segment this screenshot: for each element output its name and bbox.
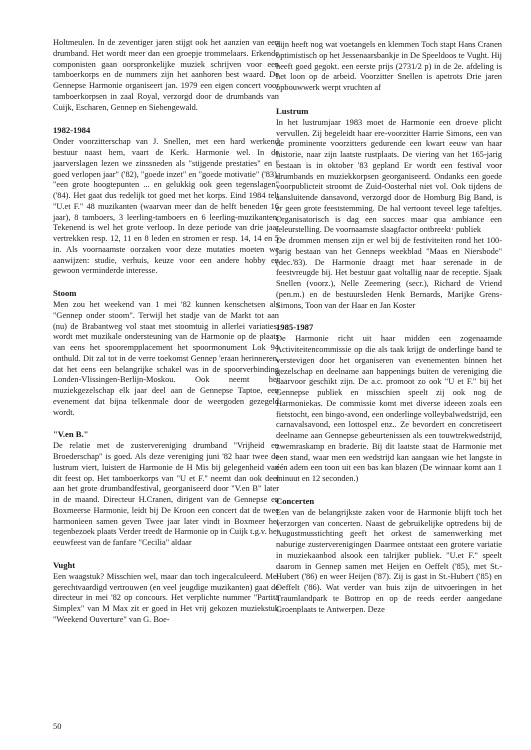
section-heading-ven-b: "V.en B." [53, 429, 89, 440]
section-lustrum-paragraph-2: De drommen mensen zijn er wel bij de festiviteiten rond het 100-jarig bestaan van het Genneps weekblad "Maas en Niersbode" (dec.'83). De Harmonie draagt met haar serenade in de feestvreugde bij. Het bestuur gaat voltallig naar de receptie. Sjaak Snellen (voorz.), Nelle Zeemering (secr.), Richard de Vriend (pen.m.) en de bestuursleden Henk Bernards, Marijke Grens-Simons, Toon van der Haar en Jan Koster [276, 236, 502, 310]
section-heading-vught: Vught [53, 559, 76, 570]
section-heading-concerten: Concerten [276, 495, 315, 506]
section-1985-1987-paragraph: De Harmonie richt uit haar midden een zogenaamde Activiteitencommissie op die als taak krijgt de onderlinge band te verstevigen door het organiseren van evenementen binnen het gezelschap en deelname aan happenings buiten de vereniging die daarvoor geschikt zijn. De a.c. promoot zo ook "U et F." bij het Gennepse publiek en misschien speelt zij ook nog de Harmoniekas. De commissie komt met diverse ideeen zoals een fietstocht, een bingo-avond, een onderlinge volleybalwedstrijd, een carnavalsavond, een lottospel enz.. Ze bevordert en concretiseert deelname aan Gennepse gebeurtenissen als een touwtrekwedstrijd, zwemraskamp en braderie. Bij dit laatste staat de Harmonie met een stand, waar men een wedstrijd kan aangaan wie het langste in één adem een toon uit een bas kan blazen (De winnaar komt aan 1 minuut en 12 seconden.) [276, 334, 502, 483]
section-vught-paragraph: Een waagstuk? Misschien wel, maar dan toch ingecalculeerd. Met gerechtvaardigd vertrouwen (en veel jeugdige muzikanten) gaat de directeur in mei '82 op concours. Het verplichte nummer "Partita Simplex" van M Max zit er goed in Het vrij gekozen muziekstuk "Weekend Ouverture" van G. Boe- [53, 571, 279, 624]
section-heading-1985-1987: 1985-1987 [276, 322, 314, 333]
page-number: 50 [53, 722, 62, 731]
section-heading-1982-1984: 1982-1984 [53, 125, 91, 136]
left-column [53, 38, 279, 626]
section-heading-stoom: Stoom [53, 288, 77, 298]
section-stoom-paragraph: Men zou het weekend van 1 mei '82 kunnen kenschetsen als "Gennep onder stoom". Terwijl het stadje van de Markt tot aan (nu) de Brabantweg vol staat met stoomtuig in allerlei variaties, wordt met muzikale ondersteuning van de Harmonie op de plaats van eens het spoorempplacement het spoormonument Lok 94 onthuld. Dit zal tot in de verre toekomst Gennep 'eraan herinneren, dat het eens een belangrijke schakel was in de spoorverbinding Londen-Vlissingen-Berlijn-Moskou. Ook neemt het muziekgezelschap elk jaar deel aan de Gennepse Taptoe, een evenement dat bijna telkenmale door de weergoden gezegeld wordt. [53, 300, 279, 417]
section-1982-1984-paragraph: Onder voorzitterschap van J. Snellen, met een hard werkend bestuur naast hem, vaart de Kerk. Harmonie wel. In de jaarverslagen lezen we zinssneden als "stijgende prestaties" en " goed verlopen jaar" ('82), "goede inzet" en "goede motivatie" ('83), "een grote hoogtepunten ... en gelukkig ook geen tegenslagen" ('84). Het gaat dus redelijk tot goed met het korps. Eind 1984 telt "U.et F." 48 muzikanten (waarvan meer dan de helft beneden 16 jaar), 8 tamboers, 3 leerling-tamboers en 6 leerling-muzikanten. Tekenend is wel het grote verloop. In deze periode van drie jaar vertrekken resp. 12, 11 en 8 leden en stromen er resp. 14, 14 en 5 in. Als voornaamste oorzaken voor deze mutaties moeten we aanwijzen: studie, verhuis, keuze voor een andere hobby en gewoon verminderde interesse. [53, 137, 279, 276]
section-heading-lustrum: Lustrum [276, 105, 309, 116]
section-concerten-paragraph: Een van de belangrijkste zaken voor de Harmonie blijft toch het verzorgen van concerten. Naast de gebruikelijke optredens bij de Augustmusstichting geeft het orkest de samenwerking met naburige zusterverenigingen Daarmee ontstaat een grotere variatie in muziekaanbod alsook een talrijker publiek. "U.et F." speelt daarom in Gennep samen met Heijen en Oeffelt ('85), met St.-Hubert ('86) en weer Heijen ('87). Zij is gast in St.-Hubert ('85) en Oeffelt ('86). Wat verder van huis zijn de uitvoeringen in het Traumlandpark te Bottrop en op de reeds eerder aangedane Groenplaats te Antwerpen. Deze [276, 507, 502, 614]
section-lustrum-paragraph: In het lustrumjaar 1983 moet de Harmonie een droeve plicht vervullen. Zij begeleidt haar ere-voorzitter Harrie Simons, een van de prominente voorzitters gedurende een kwart eeuw van haar historie, naar zijn laatste rustplaats. De viering van het 165-jarig bestaan is in oktober '83 gepland Er wordt een festival voor drumbands en muziekkorpsen georganiseerd. Ondanks een goede voorpublicteit stroomt de Zuid-Oosterhal niet vol. Ook tijdens de aansluitende dansavond, verzorgd door de Homburg Big Band, is er geen grote feeststemming. De hal vertoont teveel lege tafeltjes. Organisatorisch is dag een succes maar qua ambiance een teleurstelling. De voornaamste slaagfactor ontbreekt· publiek [276, 117, 502, 235]
left-intro-paragraph: Holtmeulen. In de zeventiger jaren stijgt ook het aanzien van een drumband. Het wordt meer dan een groepje trommelaars. Erkende componisten gaan oorspronkelijke muziek schrijven voor een tamboerkorps en de nummers zijn het aanhoren best waard. De Gennepse Harmonie organiseert jan. 1979 een eigen concert voor tamboerkorpsen in zaal Royal, verzorgd door de drumbands van Cuijk, Escharen, Gennep en Siebengewald. [53, 38, 279, 112]
right-intro-paragraph: dijn heeft nog wat voetangels en klemmen Toch stapt Hans Cranen optimistisch op het Jessenaarsbankje in De Speeldoos te Vught. Hij heeft goed gegokt. een eerste prijs (2731/2 p) in de 2e. afdeling is het loon op de arbeid. Voorzitter Snellen is apetrots Drie jaren opbouwwerk werpt vruchten af [276, 40, 502, 92]
right-column [276, 40, 502, 615]
section-ven-b-paragraph: De relatie met de zustervereniging drumband "Vrijheid en Broederschap" is goed. Als deze vereniging juni '82 haar twee de lustrum viert, luistert de Harmonie de H Mis bij gelegenheid van dit feest op. Het tamboerkorps van "U et F." neemt dan ook deel aan het grote drumbandfestival, georganiseerd door "V.en B" later in de maand. Directeur H.Cranen, dirigent van de Gennepse en Boxmeerse Harmonie, leidt bij De Kroon een concert dat de twee harmonieen samen geven Twee jaar later vindt in Boxmeer het tegenbezoek plaats Verder treedt de Harmonie op in Cuijk t.g.v. het eeuwfeest van de fanfare "Cecilia" aldaar [53, 441, 279, 547]
